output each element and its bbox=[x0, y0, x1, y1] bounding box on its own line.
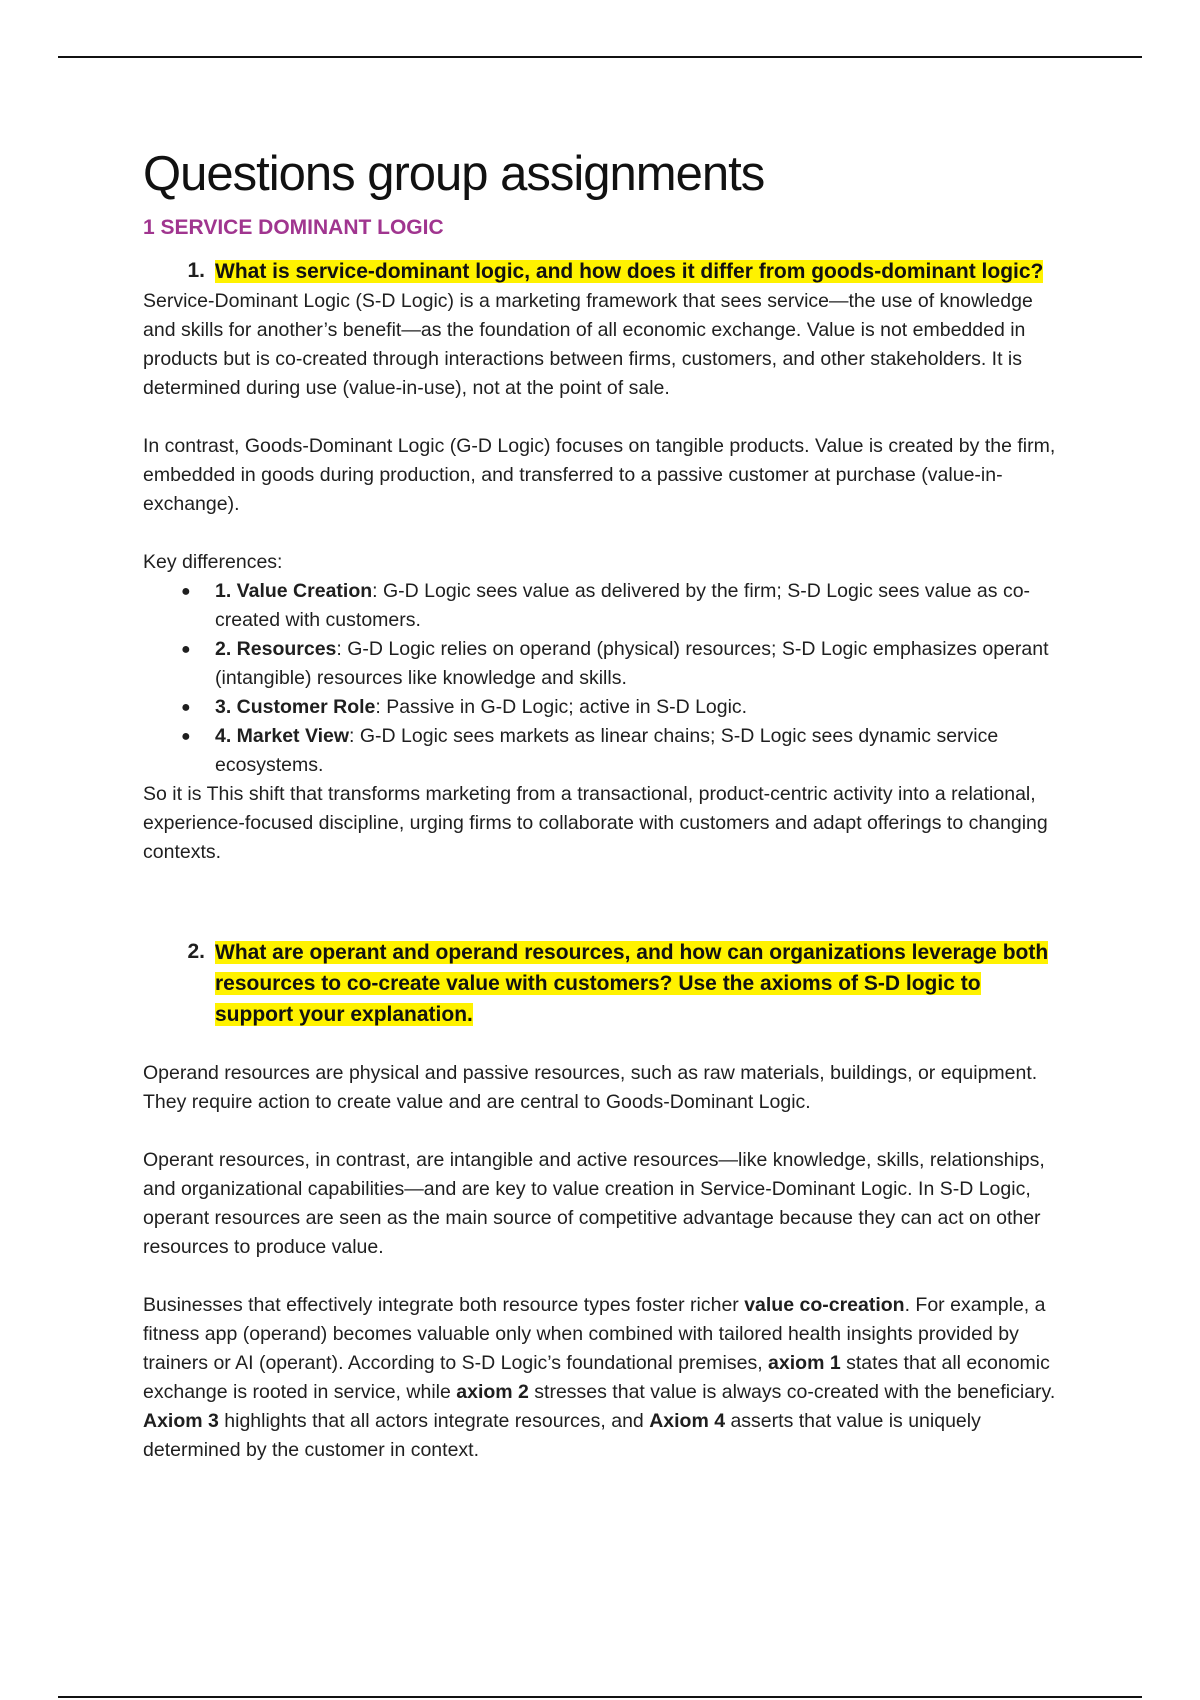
bold-term: Axiom 3 bbox=[143, 1409, 219, 1432]
bottom-rule bbox=[58, 1696, 1142, 1698]
question-2 bbox=[143, 937, 1063, 1030]
list-item-bold: 3. Customer Role bbox=[215, 695, 376, 718]
question-2-number: 2. bbox=[187, 939, 205, 963]
bold-term: Axiom 4 bbox=[649, 1409, 726, 1432]
list-item bbox=[143, 693, 1063, 722]
list-item-bold: 2. Resources bbox=[215, 637, 337, 660]
list-item-text: : G-D Logic relies on operand (physical) resources; S-D Logic emphasizes operant (intangible) resources like knowledge and skills. bbox=[215, 637, 1049, 689]
bold-term: axiom 1 bbox=[768, 1351, 841, 1374]
q1-paragraph-2: In contrast, Goods-Dominant Logic (G-D Logic) focuses on tangible products. Value is created by the firm, embedded in goods during production, and transferred to a passive customer at purchase (value-in-exchange). bbox=[143, 434, 1056, 515]
q2-paragraph-3: Businesses that effectively integrate both resource types foster richer value co-creation. For example, a fitness app (operand) becomes valuable only when combined with tailored health insights provided by trainers or AI (operant). According to S-D Logic’s foundational premises, axiom 1 states that all economic exchange is rooted in service, while axiom 2 stresses that value is always co-created with the beneficiary. Axiom 3 highlights that all actors integrate resources, and Axiom 4 asserts that value is uniquely determined by the customer in context. bbox=[143, 1293, 1056, 1461]
q1-conclusion: So it is This shift that transforms marketing from a transactional, product-centric activity into a relational, experience-focused discipline, urging firms to collaborate with customers and adapt offerings to changing contexts. bbox=[143, 782, 1048, 863]
key-differences-label: Key differences: bbox=[143, 550, 283, 573]
q2-paragraph-1: Operand resources are physical and passive resources, such as raw materials, buildings, or equipment. They require action to create value and are central to Goods-Dominant Logic. bbox=[143, 1061, 1038, 1113]
list-item bbox=[143, 635, 1063, 693]
list-item-bold: 1. Value Creation bbox=[215, 579, 373, 602]
section-heading: 1 SERVICE DOMINANT LOGIC bbox=[143, 215, 444, 239]
list-item bbox=[143, 577, 1063, 635]
top-rule bbox=[58, 56, 1142, 58]
list-item-bold: 4. Market View bbox=[215, 724, 350, 747]
key-differences-list bbox=[143, 577, 1063, 780]
bullet-icon: ● bbox=[181, 727, 191, 745]
bold-term: axiom 2 bbox=[456, 1380, 529, 1403]
question-1-text: What is service-dominant logic, and how does it differ from goods-dominant logic? bbox=[215, 259, 1044, 283]
bullet-icon: ● bbox=[181, 582, 191, 600]
bold-term: value co-creation bbox=[744, 1293, 905, 1316]
document-page bbox=[143, 148, 1063, 1465]
list-item-text: : G-D Logic sees value as delivered by the firm; S-D Logic sees value as co-created with customers. bbox=[215, 579, 1031, 631]
list-item-text: : Passive in G-D Logic; active in S-D Logic. bbox=[375, 695, 748, 718]
list-item bbox=[143, 722, 1063, 780]
page-title: Questions group assignments bbox=[143, 147, 765, 201]
question-2-text: What are operant and operand resources, and how can organizations leverage both resources to co-create value with customers? Use the axioms of S-D logic to support your explanation. bbox=[215, 940, 1049, 1026]
q1-paragraph-1: Service-Dominant Logic (S-D Logic) is a marketing framework that sees service—the use of knowledge and skills for another’s benefit—as the foundation of all economic exchange. Value is not embedded in products but is co-created through interactions between firms, customers, and other stakeholders. It is determined during use (value-in-use), not at the point of sale. bbox=[143, 289, 1033, 399]
bullet-icon: ● bbox=[181, 640, 191, 658]
list-item-text: : G-D Logic sees markets as linear chains; S-D Logic sees dynamic service ecosystems. bbox=[215, 724, 999, 776]
bullet-icon: ● bbox=[181, 698, 191, 716]
question-1 bbox=[143, 256, 1063, 287]
question-1-number: 1. bbox=[187, 258, 205, 282]
q2-paragraph-2: Operant resources, in contrast, are intangible and active resources—like knowledge, skills, relationships, and organizational capabilities—and are key to value creation in Service-Dominant Logic. In S-D Logic, operant resources are seen as the main source of competitive advantage because they can act on other resources to produce value. bbox=[143, 1148, 1045, 1258]
